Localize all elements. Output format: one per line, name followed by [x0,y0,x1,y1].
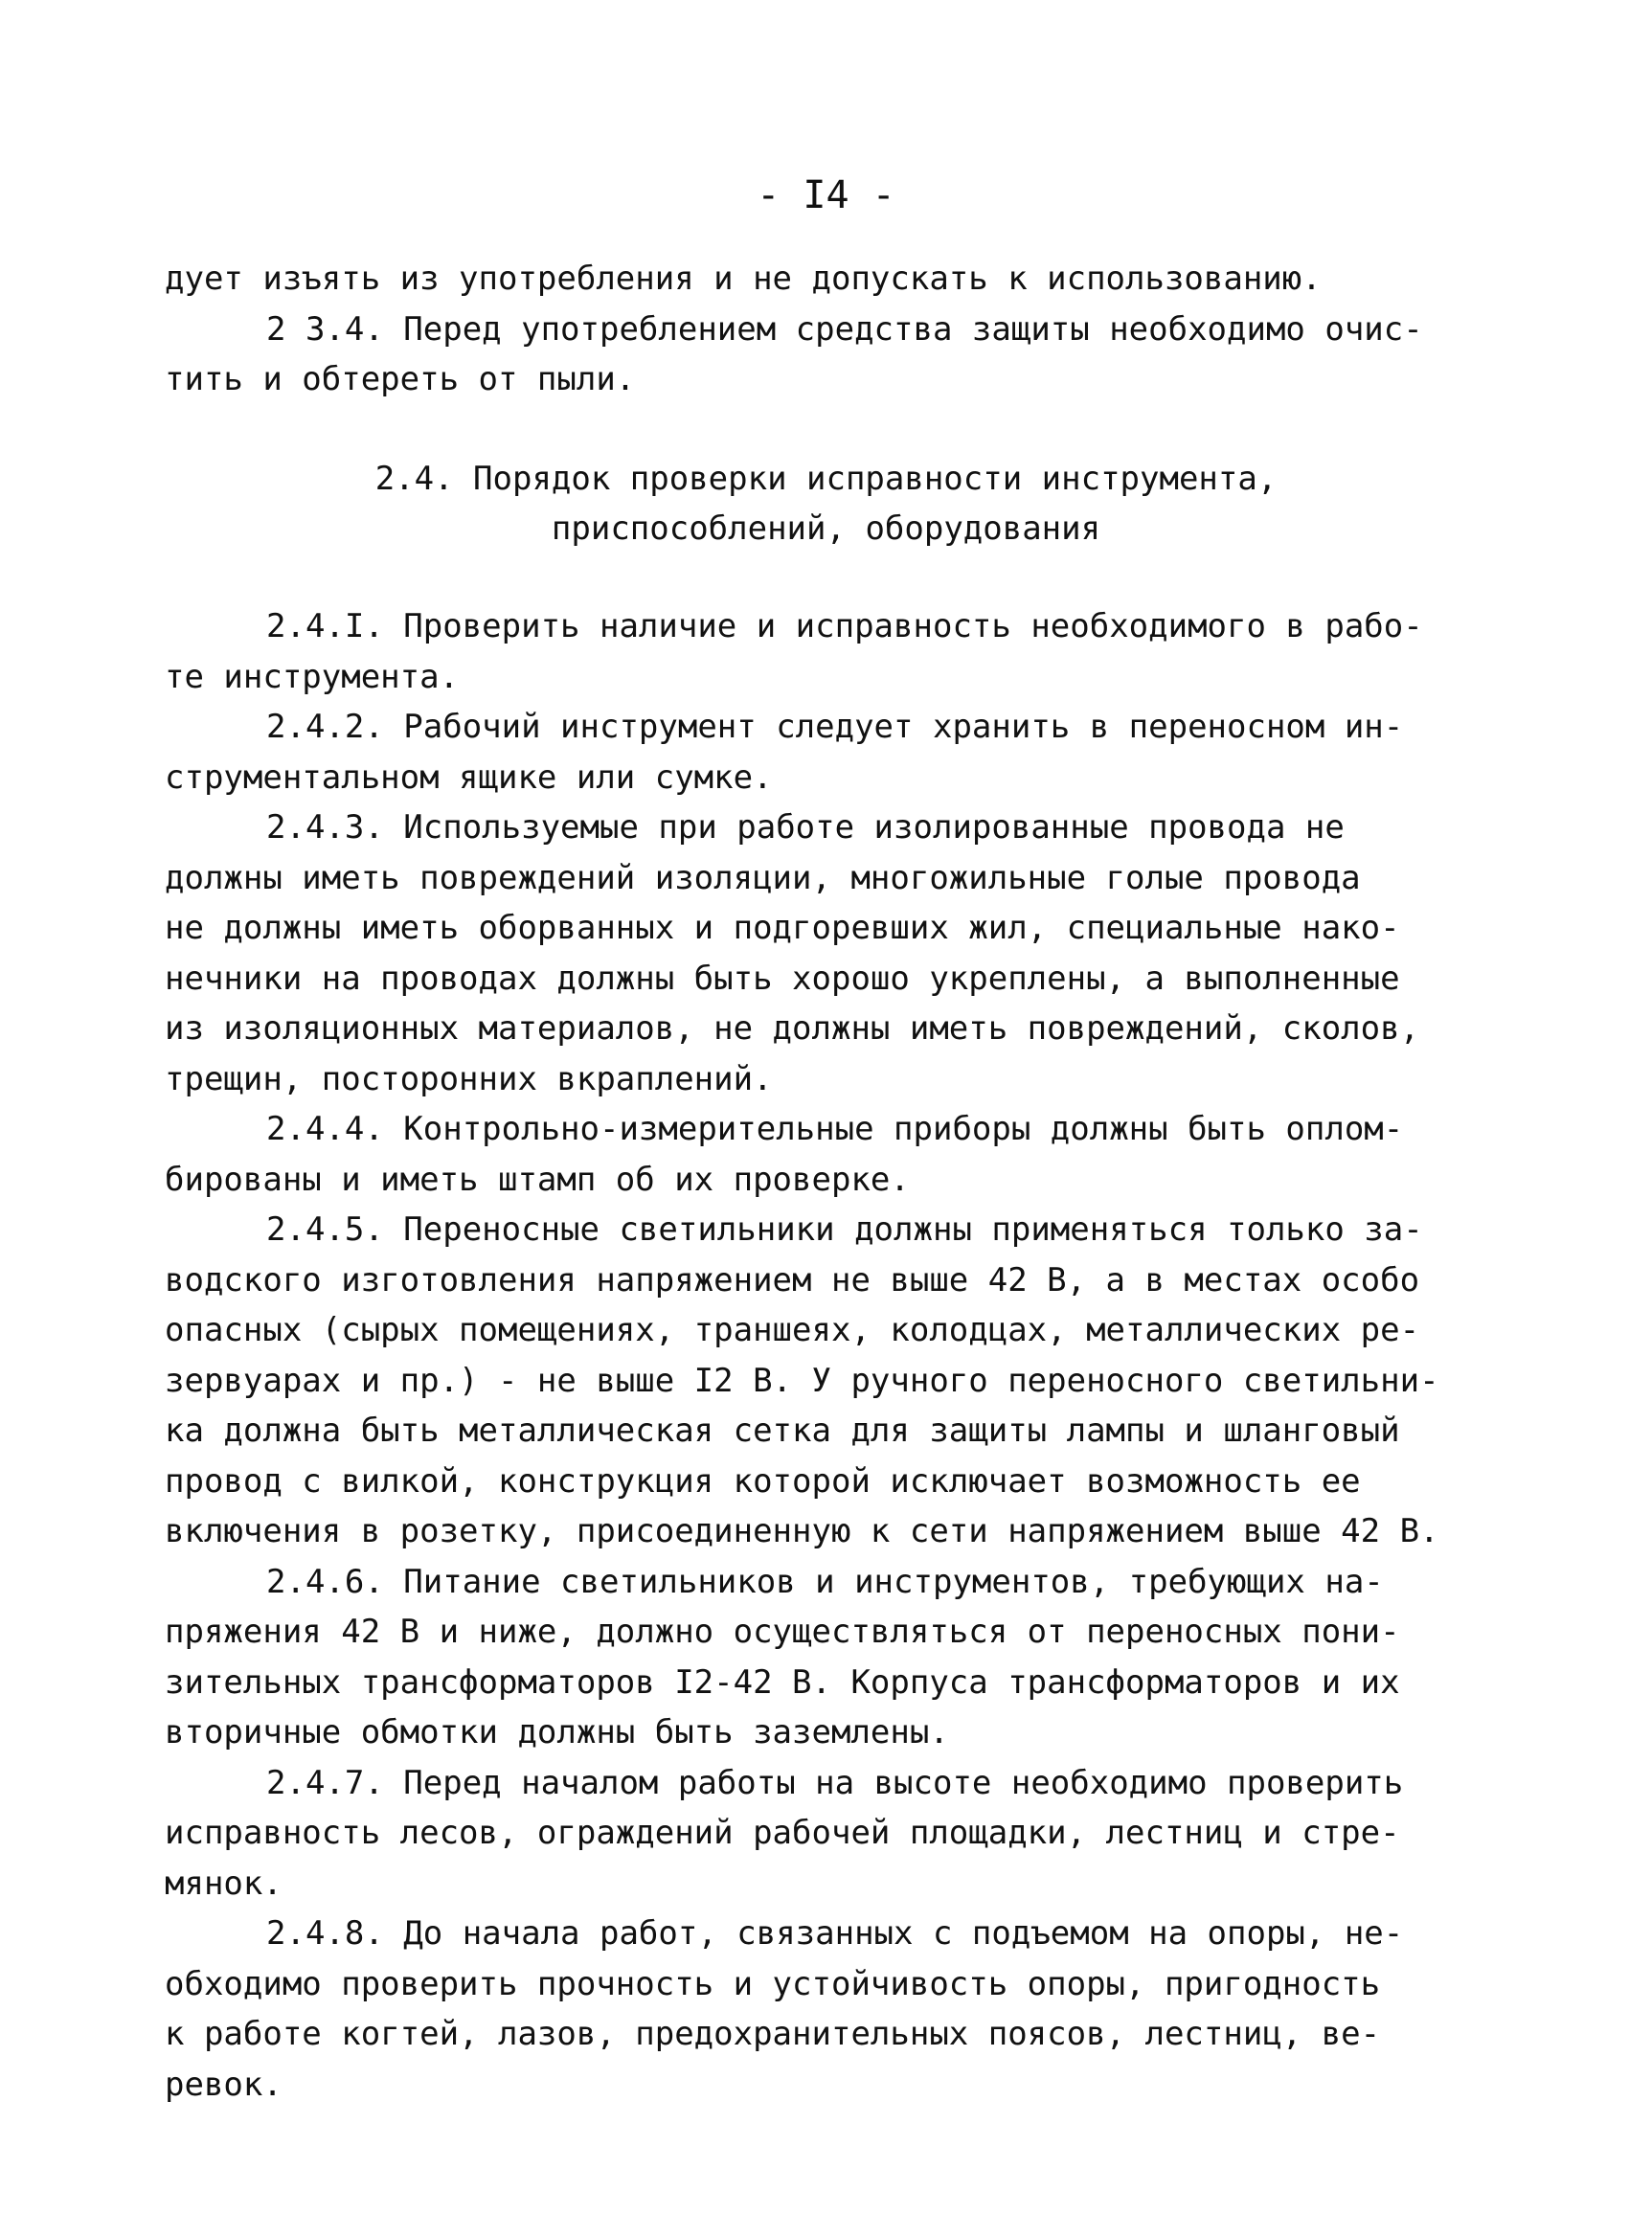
paragraph-line: зервуарах и пр.) - не выше I2 В. У ручного переносного светильни- [165,1361,1439,1400]
paragraph-line: исправность лесов, ограждений рабочей площадки, лестниц и стре- [165,1814,1400,1852]
paragraph-line: мянок. [165,1864,283,1903]
paragraph-line: пряжения 42 В и ниже, должно осуществляться от переносных пони- [165,1613,1400,1651]
paragraph-line: нечники на проводах должны быть хорошо укреплены, а выполненные [165,959,1400,998]
paragraph-line: к работе когтей, лазов, предохранительных поясов, лестниц, ве- [165,2015,1381,2053]
paragraph-line: должны иметь повреждений изоляции, многожильные голые провода [165,858,1361,897]
paragraph-line: бированы и иметь штамп об их проверке. [165,1160,910,1199]
paragraph-line: из изоляционных материалов, не должны иметь повреждений, сколов, [165,1009,1420,1048]
paragraph-line: те инструмента. [165,657,460,696]
paragraph-line: 2.4.3. Используемые при работе изолированные провода не [266,808,1345,847]
paragraph-line: 2.4.5. Переносные светильники должны применяться только за- [266,1210,1423,1249]
paragraph-line: провод с вилкой, конструкция которой исключает возможность ее [165,1461,1361,1501]
paragraph-line: 2.4.6. Питание светильников и инструментов, требующих на- [266,1562,1384,1601]
paragraph-line: водского изготовления напряжением не выше 42 В, а в местах особо [165,1260,1420,1299]
text-line: дует изъять из употребления и не допускать к использованию. [165,260,1322,298]
paragraph-line: трещин, посторонних вкраплений. [165,1059,773,1098]
page-number: - I4 - [757,173,895,217]
paragraph-line: опасных (сырых помещениях, траншеях, колодцах, металлических ре- [165,1311,1420,1349]
paragraph-line: 2.4.8. До начала работ, связанных с подъемом на опоры, не- [266,1914,1404,1953]
text-line: тить и обтереть от пыли. [165,360,636,398]
paragraph-line: 2.4.7. Перед началом работы на высоте необходимо проверить [266,1763,1404,1802]
paragraph-line: ка должна быть металлическая сетка для защиты лампы и шланговый [165,1412,1400,1450]
intro-text [165,254,1505,405]
section-heading-line: приспособлений, оборудования [551,509,1101,548]
section-heading-line: 2.4. Порядок проверки исправности инструмента, [374,460,1278,498]
paragraph-line: включения в розетку, присоединенную к сети напряжением выше 42 В. [165,1512,1439,1550]
section-heading [0,454,1652,554]
paragraph-line: зительных трансформаторов I2-42 В. Корпуса трансформаторов и их [165,1662,1400,1702]
paragraph-line: не должны иметь оборванных и подгоревших жил, специальные нако- [165,909,1400,947]
paragraph-line: ревок. [165,2065,283,2104]
paragraph-line: 2.4.4. Контрольно-измерительные приборы должны быть оплом- [266,1110,1404,1148]
paragraph-line: вторичные обмотки должны быть заземлены. [165,1713,949,1751]
paragraph-line: 2.4.I. Проверить наличие и исправность необходимого в рабо- [266,607,1423,645]
text-line: 2 3.4. Перед употреблением средства защиты необходимо очис- [266,309,1423,349]
paragraph-line: обходимо проверить прочность и устойчивость опоры, пригодность [165,1964,1381,2003]
paragraph-line: струментальном ящике или сумке. [165,757,773,797]
paragraph-line: 2.4.2. Рабочий инструмент следует хранить в переносном ин- [266,708,1404,746]
section-body [165,601,1505,2110]
